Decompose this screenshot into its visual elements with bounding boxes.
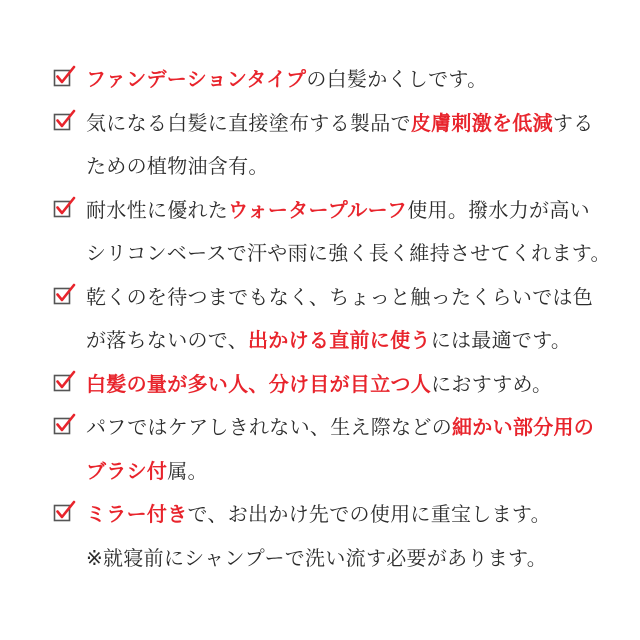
feature-item xyxy=(52,406,622,493)
checkbox-checked-icon xyxy=(52,276,86,314)
feature-text xyxy=(86,189,622,276)
feature-item xyxy=(52,102,622,189)
body-text: ※就寝前にシャンプーで洗い流す必要があります。 xyxy=(86,545,548,570)
body-text: シリコンベースで汗や雨に強く長く維持させてくれます。 xyxy=(86,241,611,265)
body-text: 属。 xyxy=(167,458,208,483)
highlight-text: ブラシ付 xyxy=(86,458,168,483)
feature-list xyxy=(52,58,622,580)
checkbox-checked-icon xyxy=(52,102,86,140)
feature-item xyxy=(52,58,622,102)
highlight-text: 細かい部分用の xyxy=(452,415,595,439)
body-text: で、お出かけ先での使用に重宝します。 xyxy=(187,502,551,526)
body-text: の白髪かくしです。 xyxy=(306,67,488,91)
feature-line xyxy=(86,450,622,494)
feature-line xyxy=(86,319,622,363)
feature-text xyxy=(86,493,622,580)
feature-line xyxy=(86,493,622,537)
body-text: には最適です。 xyxy=(430,328,572,352)
feature-line xyxy=(86,276,622,320)
checkbox-checked-icon xyxy=(52,406,86,444)
feature-item xyxy=(52,363,622,407)
checkbox-checked-icon xyxy=(52,363,86,401)
feature-line xyxy=(86,363,622,407)
highlight-text: 出かける直前に使う xyxy=(248,328,431,352)
highlight-text: 皮膚刺激を低減 xyxy=(410,110,553,135)
body-text: におすすめ。 xyxy=(431,371,553,396)
feature-line xyxy=(86,406,622,450)
feature-item xyxy=(52,276,622,363)
feature-text xyxy=(86,406,622,493)
checkbox-checked-icon xyxy=(52,58,86,96)
highlight-text: ウォータープルーフ xyxy=(228,197,408,222)
feature-text xyxy=(86,58,622,102)
feature-line xyxy=(86,232,622,276)
feature-line xyxy=(86,537,622,581)
feature-text xyxy=(86,102,622,189)
checkbox-checked-icon xyxy=(52,493,86,531)
feature-text xyxy=(86,276,622,363)
body-text: が落ちないので、 xyxy=(86,328,248,352)
body-text: 耐水性に優れた xyxy=(86,197,229,222)
body-text: 使用。撥水力が高い xyxy=(407,197,590,222)
body-text: パフではケアしきれない、生え際などの xyxy=(86,415,452,439)
feature-line xyxy=(86,145,622,189)
feature-line xyxy=(86,189,622,233)
feature-line xyxy=(86,102,622,146)
feature-item xyxy=(52,189,622,276)
feature-text xyxy=(86,363,622,407)
checkbox-checked-icon xyxy=(52,189,86,227)
feature-line xyxy=(86,58,622,102)
highlight-text: 白髪の量が多い人、分け目が目立つ人 xyxy=(86,371,432,396)
highlight-text: ミラー付き xyxy=(86,502,188,526)
highlight-text: ファンデーションタイプ xyxy=(86,67,307,91)
body-text: する xyxy=(552,110,594,135)
feature-item xyxy=(52,493,622,580)
body-text: 乾くのを待つまでもなく、ちょっと触ったくらいでは色 xyxy=(86,284,594,309)
body-text: ための植物油含有。 xyxy=(86,154,269,178)
body-text: 気になる白髪に直接塗布する製品で xyxy=(86,110,411,135)
